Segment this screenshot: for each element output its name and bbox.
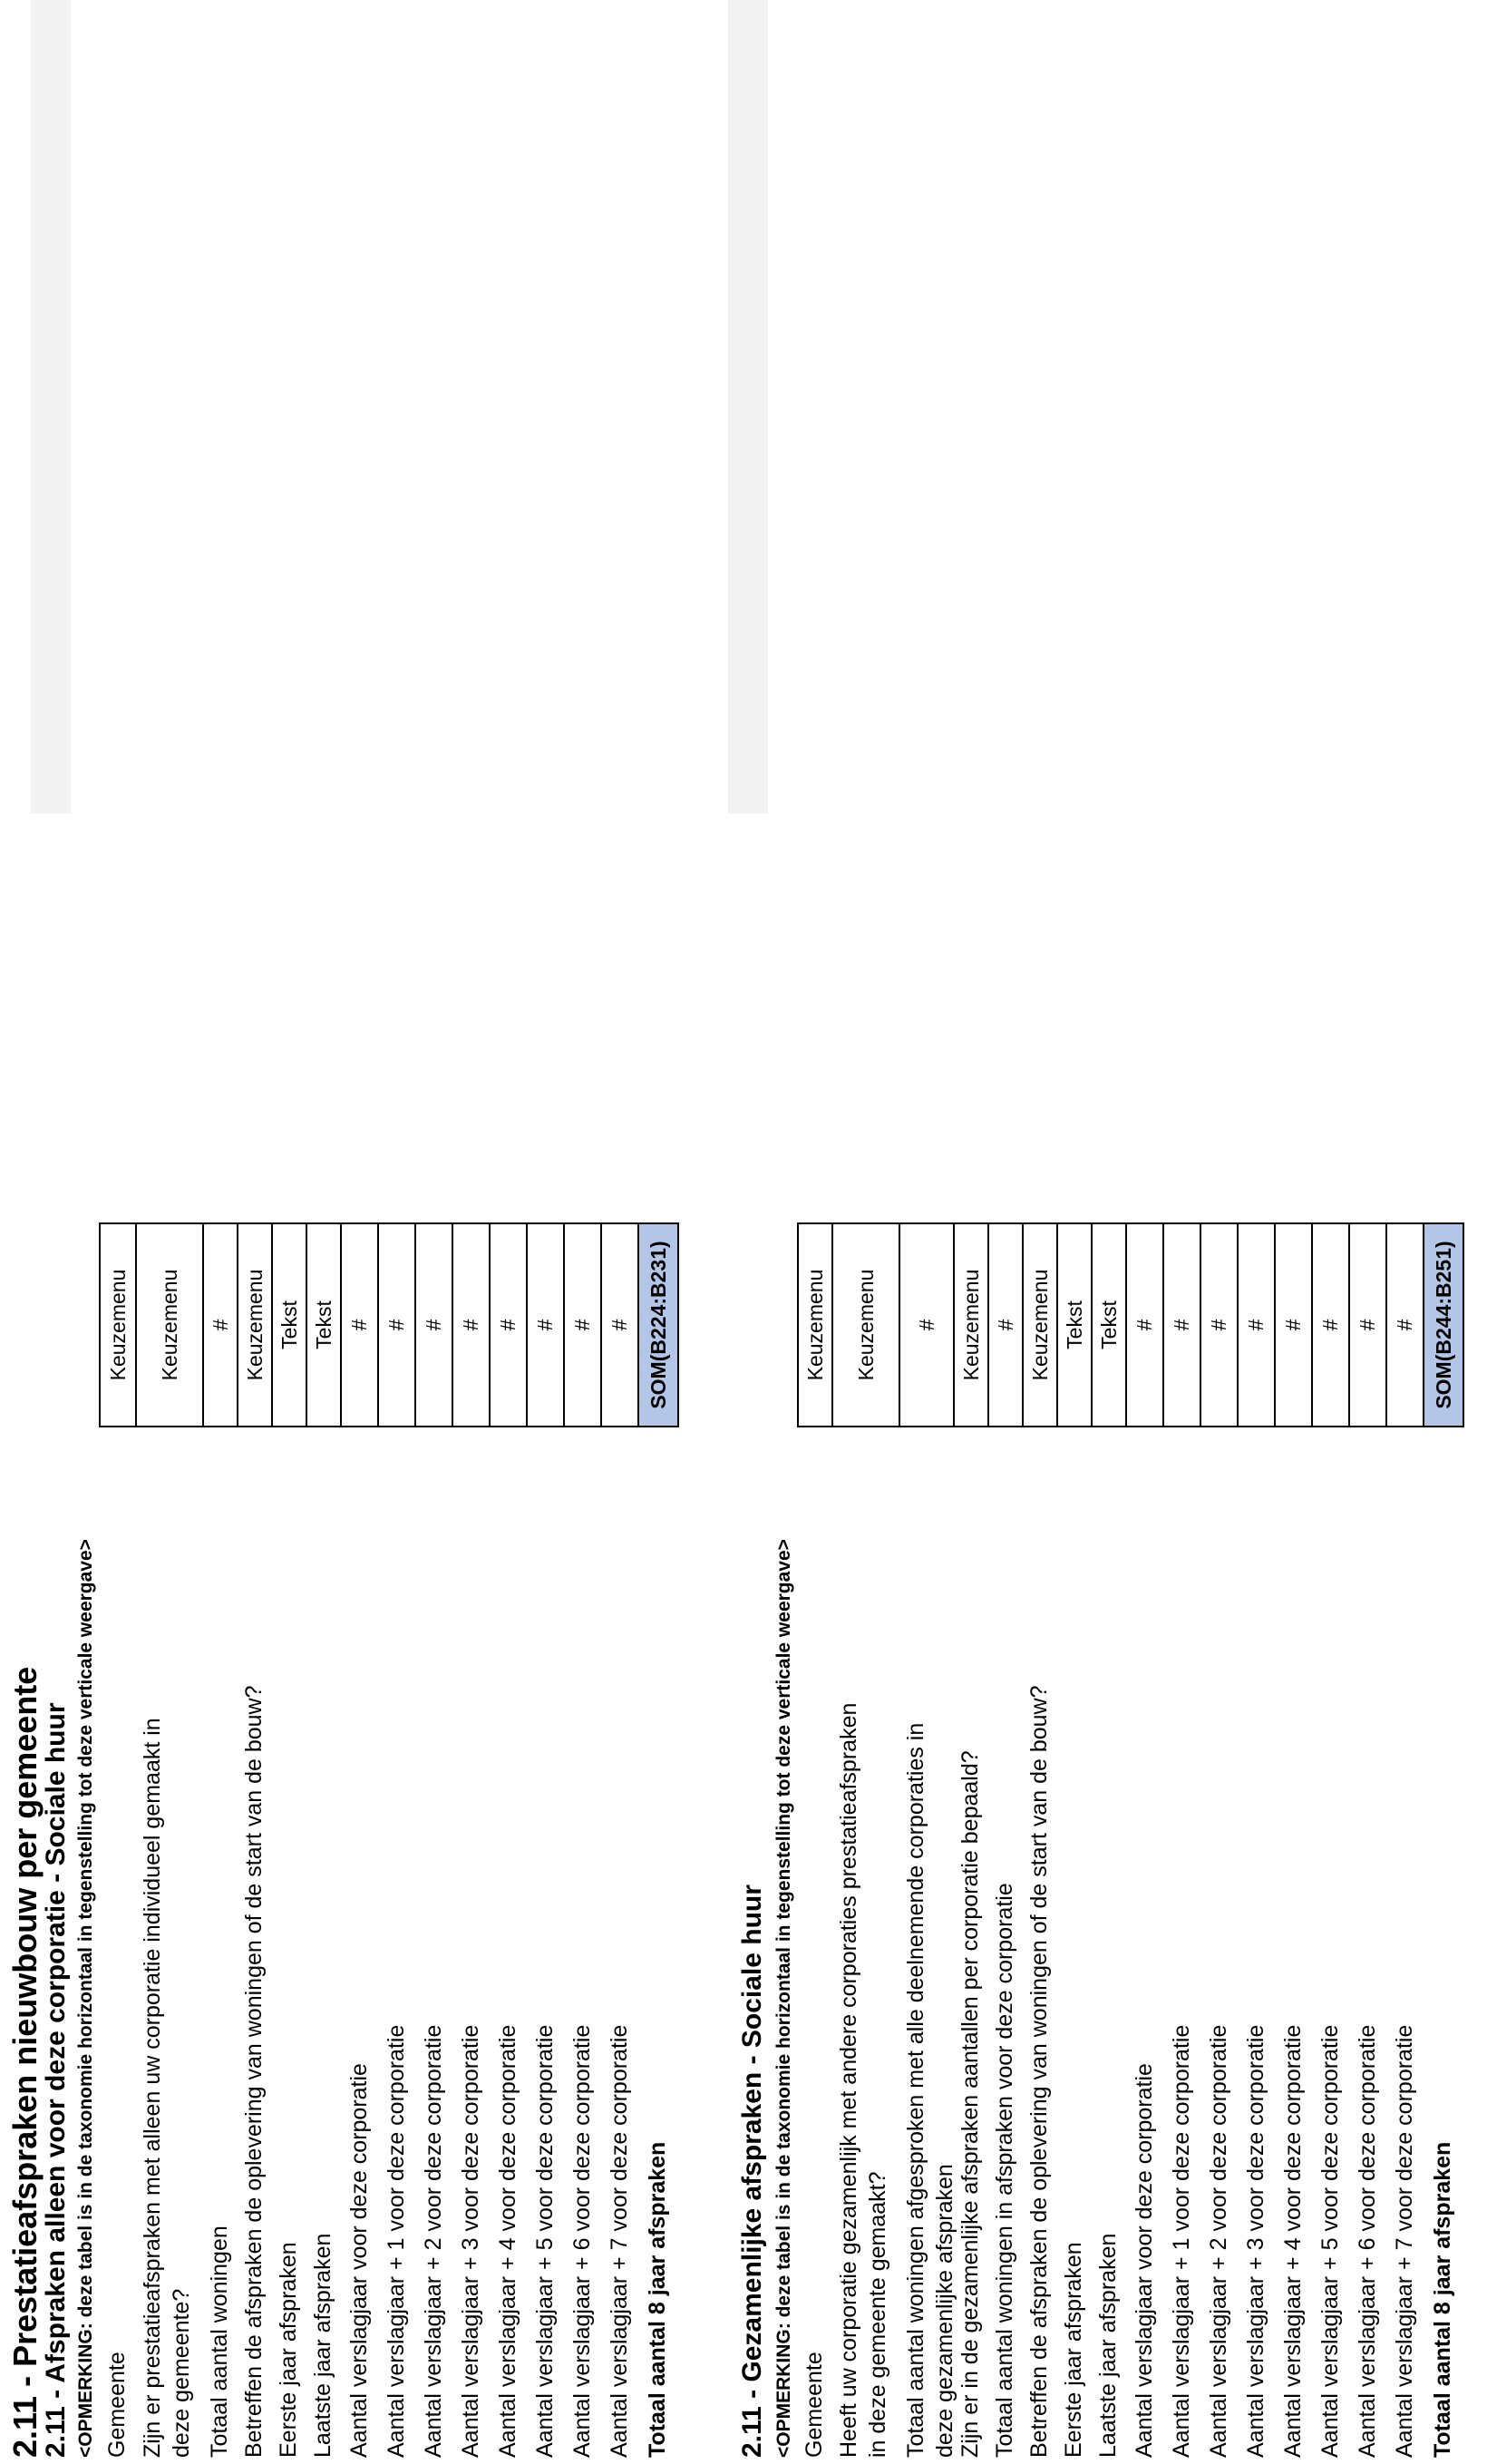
row-label: Totaal aantal 8 jaar afspraken — [645, 2141, 670, 2458]
grey-band — [728, 0, 768, 813]
value-cell[interactable]: Tekst — [1056, 1222, 1093, 1427]
row-label: Totaal aantal woningen — [207, 2225, 232, 2458]
total-cell[interactable]: SOM(B244:B251) — [1423, 1222, 1464, 1427]
value-cell[interactable]: # — [987, 1222, 1024, 1427]
row-label: Zijn er prestatieafspraken met alleen uw corporatie individueel gemaakt in — [140, 1718, 165, 2458]
value-cell[interactable]: # — [377, 1222, 416, 1427]
value-cell[interactable]: # — [452, 1222, 491, 1427]
section-title: 2.11 - Gezamenlijke afspraken - Sociale huur — [737, 1885, 767, 2458]
value-cell[interactable]: # — [414, 1222, 453, 1427]
page-title: 2.11 - Prestatieafspraken nieuwbouw per gemeente — [6, 1666, 44, 2458]
value-cell[interactable]: # — [489, 1222, 528, 1427]
row-label: Aantal verslagjaar + 1 voor deze corporatie — [1168, 2024, 1194, 2458]
value-cell[interactable]: Tekst — [1091, 1222, 1127, 1427]
row-label: Heeft uw corporatie gezamenlijk met andere corporaties prestatieafspraken — [836, 1702, 861, 2458]
row-label: Gemeente — [104, 2352, 130, 2458]
row-label: Aantal verslagjaar + 4 voor deze corporatie — [1279, 2024, 1306, 2458]
section-note: <OPMERKING: deze tabel is in de taxonomie horizontaal in tegenstelling tot deze verticale weergave> — [75, 1539, 96, 2458]
value-cell[interactable]: Keuzemenu — [831, 1222, 900, 1427]
value-cell[interactable]: # — [1162, 1222, 1201, 1427]
value-cell[interactable]: # — [899, 1222, 955, 1427]
value-cell[interactable]: # — [600, 1222, 639, 1427]
section-title: 2.11 - Afspraken alleen voor deze corporatie - Sociale huur — [41, 1702, 71, 2458]
row-label: Aantal verslagjaar + 1 voor deze corporatie — [383, 2024, 409, 2458]
row-label: Betreffen de afspraken de oplevering van woningen of de start van de bouw? — [241, 1685, 267, 2458]
total-cell[interactable]: SOM(B224:B231) — [637, 1222, 679, 1427]
row-label: Aantal verslagjaar voor deze corporatie — [1131, 2063, 1157, 2458]
row-label: Eerste jaar afspraken — [276, 2242, 301, 2458]
value-cell[interactable]: Keuzemenu — [797, 1222, 833, 1427]
row-label: Totaal aantal 8 jaar afspraken — [1430, 2141, 1455, 2458]
value-cell[interactable]: Keuzemenu — [99, 1222, 137, 1427]
value-cell[interactable]: # — [1311, 1222, 1350, 1427]
row-label: Gemeente — [802, 2352, 827, 2458]
row-label: Aantal verslagjaar + 6 voor deze corporatie — [1354, 2024, 1380, 2458]
row-label: Aantal verslagjaar + 2 voor deze corporatie — [420, 2024, 446, 2458]
row-label: Aantal verslagjaar voor deze corporatie — [345, 2063, 372, 2458]
row-label: Laatste jaar afspraken — [310, 2233, 335, 2458]
row-label: Laatste jaar afspraken — [1095, 2233, 1121, 2458]
row-label: Aantal verslagjaar + 3 voor deze corporatie — [457, 2024, 483, 2458]
value-cell[interactable]: Tekst — [271, 1222, 307, 1427]
value-cell[interactable]: # — [563, 1222, 602, 1427]
section-note: <OPMERKING: deze tabel is in de taxonomie horizontaal in tegenstelling tot deze verticale weergave> — [773, 1539, 794, 2458]
row-label: Zijn er in de gezamenlijke afspraken aantallen per corporatie bepaald? — [957, 1750, 983, 2458]
row-label-continued: deze gemeente? — [169, 2288, 194, 2458]
row-label: Aantal verslagjaar + 5 voor deze corporatie — [1317, 2024, 1343, 2458]
value-cell[interactable]: Keuzemenu — [1022, 1222, 1058, 1427]
value-cell[interactable]: # — [1200, 1222, 1239, 1427]
value-cell[interactable]: # — [1125, 1222, 1164, 1427]
row-label: Aantal verslagjaar + 5 voor deze corporatie — [531, 2024, 558, 2458]
row-label-continued: deze gezamenlijke afspraken — [932, 2164, 957, 2458]
value-cell[interactable]: # — [1348, 1222, 1387, 1427]
row-label: Aantal verslagjaar + 7 voor deze corporatie — [606, 2024, 632, 2458]
row-label: Aantal verslagjaar + 4 voor deze corporatie — [494, 2024, 520, 2458]
row-label: Totaal aantal woningen afgesproken met alle deelnemende corporaties in — [903, 1722, 928, 2458]
value-cell[interactable]: # — [526, 1222, 565, 1427]
row-label: Eerste jaar afspraken — [1061, 2242, 1086, 2458]
value-cell[interactable]: Keuzemenu — [237, 1222, 273, 1427]
row-label: Totaal aantal woningen in afspraken voor deze corporatie — [992, 1883, 1017, 2458]
row-label-continued: in deze gemeente gemaakt? — [865, 2171, 890, 2458]
value-cell[interactable]: # — [340, 1222, 379, 1427]
row-label: Aantal verslagjaar + 2 voor deze corporatie — [1205, 2024, 1231, 2458]
value-cell[interactable]: # — [1237, 1222, 1276, 1427]
grey-band — [31, 0, 71, 813]
row-label: Aantal verslagjaar + 3 voor deze corporatie — [1242, 2024, 1268, 2458]
value-cell[interactable]: # — [1274, 1222, 1313, 1427]
value-cell[interactable]: Keuzemenu — [953, 1222, 989, 1427]
value-cell[interactable]: Keuzemenu — [135, 1222, 204, 1427]
value-cell[interactable]: # — [202, 1222, 238, 1427]
row-label: Aantal verslagjaar + 6 voor deze corporatie — [569, 2024, 595, 2458]
value-cell[interactable]: # — [1385, 1222, 1424, 1427]
value-cell[interactable]: Tekst — [306, 1222, 342, 1427]
row-label: Aantal verslagjaar + 7 voor deze corporatie — [1391, 2024, 1417, 2458]
row-label: Betreffen de afspraken de oplevering van woningen of de start van de bouw? — [1026, 1685, 1052, 2458]
